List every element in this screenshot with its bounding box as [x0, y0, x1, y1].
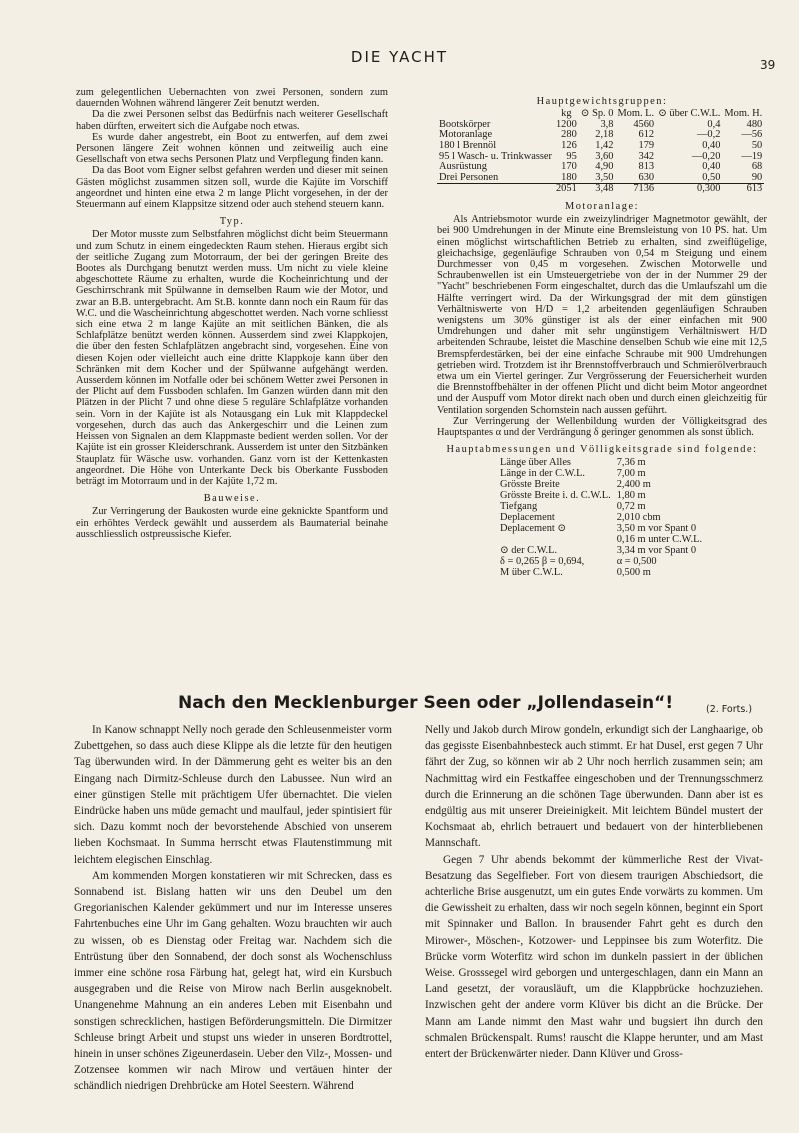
table-cell: 0,500 m — [616, 567, 651, 579]
table-cell: —0,2 — [697, 129, 721, 141]
table-row — [497, 468, 705, 479]
table-row — [497, 490, 705, 501]
table-cell: 0,16 m unter C.W.L. — [616, 534, 703, 546]
table-cell: 630 — [638, 171, 655, 183]
weights-heading: Hauptgewichtsgruppen: — [536, 96, 668, 107]
table-row — [497, 534, 705, 545]
table-cell: 68 — [751, 161, 763, 173]
column-upper-left — [76, 87, 388, 540]
table-row — [497, 567, 705, 578]
table-cell: 95 — [566, 150, 577, 162]
table-cell — [497, 534, 614, 545]
table-cell: 3,8 — [600, 118, 614, 130]
table-row — [497, 479, 705, 490]
column-header: ⊙ über C.W.L. — [658, 108, 721, 120]
table-cell: Länge über Alles — [500, 457, 571, 469]
table-cell: 0,40 — [702, 139, 721, 151]
table-cell: Länge in der C.W.L. — [500, 468, 586, 480]
paragraph: Zur Verringerung der Wellenbildung wurden der Völligkeitsgrad des Hauptspantes α und der Verdrängung δ geringer genommen als sonst üblich. — [437, 415, 767, 439]
table-cell: 813 — [638, 161, 655, 173]
dimensions-table — [497, 457, 705, 578]
table-cell: 7,36 m — [616, 457, 646, 469]
table-cell: —0,20 — [691, 150, 721, 162]
article-title: Nach den Mecklenburger Seen oder „Jollendasein“! — [178, 693, 674, 713]
column-header: kg — [561, 108, 572, 120]
table-cell: 1200 — [555, 118, 577, 130]
table-cell: Drei Personen — [439, 171, 499, 183]
table-cell: Deplacement ⊙ — [500, 523, 567, 535]
running-header: DIE YACHT — [350, 48, 449, 66]
table-row — [437, 173, 764, 184]
article-column-right — [425, 722, 763, 1062]
table-cell: —56 — [741, 129, 763, 141]
table-cell: 280 — [561, 129, 577, 141]
paragraph: Da die zwei Personen selbst das Bedürfnis nach weiterer Gesellschaft haben dürften, erweitert sich die Aufgabe noch etwas. — [76, 109, 388, 132]
weights-table — [437, 109, 764, 195]
table-cell: 0,300 — [656, 184, 722, 195]
table-cell: 1,42 — [595, 139, 614, 151]
table-row — [497, 523, 705, 534]
table-cell: 3,34 m vor Spant 0 — [616, 545, 697, 557]
table-cell: 7,00 m — [616, 468, 646, 480]
table-cell: 3,50 — [595, 171, 614, 183]
table-cell: 180 — [561, 171, 577, 183]
paragraph: Am kommenden Morgen konstatieren wir mit Schrecken, dass es Sonnabend ist. Bislang hatten wir uns den Deubel um den Gregorianischen Kalender gekümmert und nur im Interesse unseres Fahrtenbuches eine Uhr im Gang gehalten. Wozu brauchten wir auch zu wissen, ob es Dienstag oder Freitag war. Nachdem sich die Entrüstung über den Sonnabend, der doch sonst als Wochenschluss immer eine schöne rosa Färbung hat, gelegt hat, wird ein Kursbuch ausgegraben und die Reise von Mirow nach Berlin ausgeknobelt. Unangenehme Mahnung an ein anderes Leben mit Eisenbahn und sonstigen schrecklichen, hastigen Beförderungsmitteln. Die Dirmitzer Schleuse bringt Arbeit und stupst uns wieder in unseren Bordtrottel, hinein in unser schönes Zigeunerdasein. Ueber den Vilz-, Mossen- und Zotzensee kommen wir nach Mirow und vertäuen hinter der schändlich niedrigen Drehbrücke am Hotel Seestern. Während — [74, 869, 392, 1093]
table-cell: 180 l Brennöl — [439, 139, 497, 151]
table-cell: 2051 — [555, 183, 577, 195]
paragraph: Als Antriebsmotor wurde ein zweizylindriger Magnetmotor gewählt, der bei 900 Umdrehungen in der Minute eine Bremsleistung von 10 PS. hat. Um einen möglichst wirtschaftlichen Betrieb zu erhalten, sind zweiflügelige, gleichachsige, gegenläufige Schrauben von 0,54 m Steigung und einem Durchmesser von 0,45 m vorgesehen. Zwischen Motorwelle und Schraubenwellen ist ein Umsteuergetriebe von der in der Nummer 29 der "Yacht" beschriebenen Form eingeschaltet, durch das die Umlaufszahl um die Hälfte verringert wird. Da der Wirkungsgrad der mit dem günstigen Verhältniswerte von H/D = 1,2 arbeitenden gegenläufigen Schrauben wenigstens um 30% günstiger ist als der einer einfachen mit 900 Umdrehungen und daher mit sehr ungünstigem Verhältniswert H/D arbeitenden Schraube, leistet die Maschine denselben Schub wie eine mit 12,5 Bremspferdestärken, bei der eine einfache Schraube mit 900 Umdrehungen getrieben wird. Trotzdem ist ihr Brennstoffverbrauch und Schmierölverbrauch etwa um ein Viertel geringer. Zur Vergrösserung der Feuersicherheit wurden die Brennstoffbehälter in der offenen Plicht und dicht beim Motor angeordnet und der Auspuff vom Motor direkt nach oben und durch einen gleichzeitig für Ventilation sorgenden Schornstein nach aussen geführt. — [437, 214, 767, 416]
table-cell — [437, 184, 554, 195]
table-cell: 4,90 — [595, 161, 614, 173]
table-row — [497, 501, 705, 512]
table-cell: 1,80 m — [616, 490, 646, 502]
table-total-row — [437, 184, 764, 195]
table-cell: 0,50 — [702, 171, 721, 183]
section-heading-typ: Typ. — [219, 216, 245, 228]
page-number: 39 — [760, 58, 776, 72]
paragraph: Der Motor musste zum Selbstfahren möglichst dicht beim Steuermann und zum Schutz in einem eingedeckten Raum stehen. Hieraus ergibt sich der seitliche Zugang zum Motorraum, der bei der geringen Breite des Bootes als Durchgang benutzt werden muss. Um nicht zu viele kleine abgeschottete Räume zu erhalten, wurde die Kocheinrichtung und der Geschirrschrank mit Spülwanne in demselben Raum wie der Motor, und zwar an B.B. untergebracht. Am St.B. konnte dann noch ein Raum für das W.C. und die Wascheinrichtung abgeschottet werden. Nach vorne schliesst sich eine etwa 2 m lange Kajüte an mit seitlichen Bänken, die als Schlafplätze benützt werden können. Ausserdem sind zwei Klappkojen, die über den festen Schlafplätzen angebracht sind, vorgesehen. Eine von diesen Kojen oder vielleicht auch eine dritte Klappkoje kann über den Schränken mit dem Kocher und der Spülwanne aufgehängt werden. Ausserdem können im Notfalle oder bei schönem Wetter zwei Personen in der Plicht auf dem Fussboden schlafen. Im Ganzen würden dann mit den Plätzen in der Plicht 7 und ohne diese 5 reguläre Schlafplätze vorhanden sein. Vorn in der Kajüte ist als Notausgang ein Luk mit Klappdeckel vorgesehen, durch das auch das Ankergeschirr und die Leinen zum Heissen von Signalen an dem Klappmaste bedient werden sollen. Vor der Kajüte ist ein grosser Kleiderschrank. Ausserdem ist unter den Sitzbänken Stauplatz für Wäsche usw. vorhanden. Ganz vorn ist der Kettenkasten angeordnet. Die Höhe von Unterkante Deck bis Oberkante Fussboden beträgt im Motorraum und in der Kajüte 1,72 m. — [76, 229, 388, 487]
table-cell: ⊙ der C.W.L. — [500, 545, 558, 557]
table-cell: 3,48 — [579, 184, 616, 195]
table-cell: Deplacement — [500, 512, 555, 524]
table-cell: 2,400 m — [616, 479, 651, 491]
column-upper-right — [437, 96, 767, 578]
table-cell: 0,40 — [702, 161, 721, 173]
paragraph: Gegen 7 Uhr abends bekommt der kümmerliche Rest der Vivat-Besatzung das Segelfieber. Fort von diesem traurigen Abschiedsort, die achterliche Brise ausgenutzt, um ein gutes Ende vorwärts zu kommen. Um die Gewissheit zu erhalten, dass wir noch segeln können, beginnt ein Sport mit Spinnaker und Ballon. In brausender Fahrt geht es durch den Mirower-, Möschen-, Kotzower- und Leppinsee bis zum Woterfitz. Die Brücke vorm Woterfitz wird schon im dunkeln passiert in der üblichen Weise. Grosssegel wird geborgen und untergeschlagen, dann ein Mann an Land gesetzt, der vorausläuft, um die Klappbrücke hochzuziehen. Inzwischen geht der andere vorm Klüver bis dicht an die Brücke. Der Mann am Lande nimmt den Mast wahr und bugsiert ihn durch den schmalen Brückenspalt. Rums! rauscht die Klappe herunter, und am Mast entert der Brückenwärter nieder. Dann Klüver und Gross- — [425, 853, 763, 1061]
paragraph: Zur Verringerung der Baukosten wurde eine geknickte Spantform und ein erhöhtes Verdeck gewählt und ausserdem als Baumaterial beinahe ausschliesslich ostpreussische Kiefer. — [76, 506, 388, 540]
column-header: Mom. H. — [724, 108, 763, 120]
table-cell: 2,18 — [595, 129, 614, 141]
table-cell: —19 — [741, 150, 763, 162]
table-row — [497, 457, 705, 468]
dimensions-heading: Hauptabmessungen und Völligkeitsgrade sind folgende: — [446, 444, 758, 456]
table-cell: 90 — [751, 171, 763, 183]
paragraph: Nelly und Jakob durch Mirow gondeln, erkundigt sich der Langhaarige, ob das gegisste Eisenbahnbesteck auch stimmt. Er hat Dusel, erst gegen 7 Uhr fährt der Zug, so können wir ab 2 Uhr noch herrlich zusammen sein; am Nachmittag wird ein Festkaffee eingeschoben und der Trennungsschmerz durch die Erinnerung an die schönen Tage überwunden. Dann aber ist es endgültig aus mit unserer Dreieinigkeit. Mit leichtem Bündel mustert der Kochsmaat ab, ehrlich betrauert und bedauert von der hinterbliebenen Mannschaft. — [425, 724, 763, 850]
motor-heading: Motoranlage: — [565, 200, 639, 212]
table-cell: 170 — [561, 161, 577, 173]
table-cell: M über C.W.L. — [500, 567, 563, 579]
table-cell: δ = 0,265 β = 0,694, — [500, 556, 585, 568]
table-cell: α = 0,500 — [616, 556, 657, 568]
table-cell: 126 — [561, 139, 577, 151]
table-cell: 0,72 m — [616, 501, 646, 513]
table-cell: 50 — [751, 139, 763, 151]
table-cell: Ausrüstung — [439, 161, 487, 173]
table-cell: 95 l Wasch- u. Trinkwasser — [439, 150, 552, 162]
paragraph: Da das Boot vom Eigner selbst gefahren werden und dieser mit seinen Gästen möglichst zusammen sitzen soll, wurde die Kajüte im Vorschiff angeordnet und hinten eine etwa 2 m lange Plicht vorgesehen, in der der Steuermann auf einem Klappsitze sitzend oder auch stehend steuern kann. — [76, 165, 388, 211]
paragraph: zum gelegentlichen Uebernachten von zwei Personen, sondern zum dauernden Wohnen während längerer Zeit benutzt werden. — [76, 87, 388, 110]
table-cell: 342 — [638, 150, 655, 162]
table-row — [497, 512, 705, 523]
paragraph: Es wurde daher angestrebt, ein Boot zu entwerfen, auf dem zwei Personen längere Zeit wohnen können und zeitweilig auch eine Gesellschaft von etwa sechs Personen Platz und Verpflegung finden kann. — [76, 131, 388, 166]
table-cell: 2,010 cbm — [616, 512, 661, 524]
column-header: ⊙ Sp. 0 — [580, 108, 614, 120]
table-cell: Tiefgang — [500, 501, 538, 513]
continuation-note: (2. Forts.) — [706, 704, 753, 715]
section-heading-bauweise: Bauweise. — [203, 493, 261, 505]
table-row — [437, 141, 764, 152]
table-cell: 4560 — [633, 118, 655, 130]
table-cell: 7136 — [615, 184, 656, 195]
table-cell: Grösste Breite i. d. C.W.L. — [500, 490, 611, 502]
table-cell: 3,60 — [595, 150, 614, 162]
table-cell: 3,50 m vor Spant 0 — [616, 523, 697, 535]
table-cell: Bootskörper — [439, 118, 491, 130]
column-header: Mom. L. — [617, 108, 655, 120]
table-cell: 0,4 — [707, 118, 721, 130]
paragraph: In Kanow schnappt Nelly noch gerade den Schleusenmeister vorm Zubettgehen, so dass auch diese Klippe als die letzte für den heutigen Tag überwunden wird. In der Dämmerung geht es weiter bis an den Eingang nach Dirmitz-Schleuse durch den Labussee. Nun wird an einer günstigen Stelle mit prächtigem Ufer übernachtet. Die vielen Eindrücke haben uns müde gemacht und maulfaul, jeder spintisiert für sich. Dazu kommt noch der bevorstehende Abschied von unserem lieben Kochsmaat. In Summa herrscht etwas Flautenstimmung mit leichtem elegischen Einschlag. — [74, 724, 392, 866]
table-row — [497, 556, 705, 567]
table-cell: 179 — [638, 139, 655, 151]
table-cell: 612 — [638, 129, 655, 141]
table-cell: 613 — [722, 184, 764, 195]
table-cell: Motoranlage — [439, 129, 493, 141]
table-cell: Grösste Breite — [500, 479, 560, 491]
table-cell: 480 — [746, 118, 763, 130]
table-row — [497, 545, 705, 556]
article-column-left — [74, 722, 392, 1095]
